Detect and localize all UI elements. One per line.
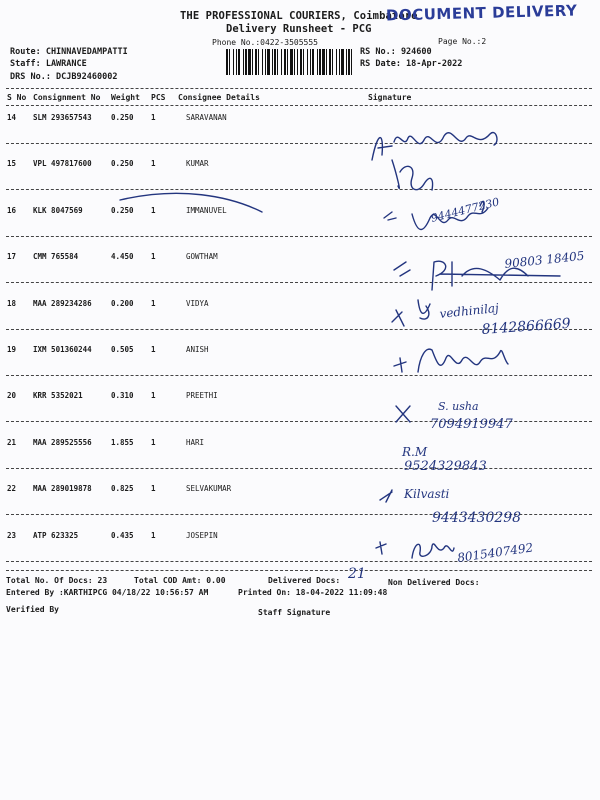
staff: Staff: LAWRANCE [10, 59, 87, 69]
rs-date: RS Date: 18-Apr-2022 [360, 59, 463, 69]
handwriting-row-20-phone: 7094919947 [430, 417, 513, 432]
signature-row-15 [392, 160, 433, 190]
page-number: Page No.:2 [438, 37, 487, 46]
staff-signature: Staff Signature [258, 608, 331, 617]
total-cod: Total COD Amt: 0.00 [134, 576, 226, 585]
col-signature: Signature [368, 93, 412, 102]
row-weight: 1.855 [111, 438, 134, 447]
row-consignee: ANISH [186, 345, 209, 354]
row-consignee: HARI [186, 438, 205, 447]
handwriting-row-17: 90803 18405 [503, 248, 586, 271]
row-sno: 15 [7, 159, 17, 168]
row-weight: 0.825 [111, 484, 134, 493]
signature-row-16-stroke [120, 193, 262, 212]
row-sno: 22 [7, 484, 17, 493]
col-consignee: Consignee Details [178, 93, 260, 102]
row-consignment-no: KRR 5352021 [33, 391, 83, 400]
row-weight: 0.200 [111, 299, 134, 308]
row-pcs: 1 [151, 438, 156, 447]
total-docs: Total No. Of Docs: 23 [6, 576, 108, 585]
row-consignment-no: CMM 765584 [33, 252, 79, 261]
signature-row-20 [396, 406, 410, 422]
printed-on: Printed On: 18-04-2022 11:09:48 [238, 588, 388, 597]
row-consignment-no: KLK 8047569 [33, 206, 83, 215]
company-title: THE PROFESSIONAL COURIERS, Coimbatore [180, 10, 418, 22]
handwriting-row-21-name: R.M [402, 445, 428, 459]
row-pcs: 1 [151, 531, 156, 540]
col-pcs: PCS [151, 93, 166, 102]
row-consignee: SELVAKUMAR [186, 484, 232, 493]
footer-rule [6, 570, 592, 571]
handwriting-row-22-name: Kilvasti [404, 487, 450, 501]
row-pcs: 1 [151, 345, 156, 354]
row-consignment-no: MAA 289234286 [33, 299, 92, 308]
row-consignee: JOSEPIN [186, 531, 218, 540]
row-weight: 0.250 [111, 159, 134, 168]
document-delivery-stamp: DOCUMENT DELIVERY [385, 1, 578, 25]
signature-row-22 [380, 490, 392, 502]
route: Route: CHINNAVEDAMPATTI [10, 47, 128, 57]
row-sno: 23 [7, 531, 17, 540]
row-sno: 14 [7, 113, 17, 122]
row-weight: 0.250 [111, 206, 134, 215]
handwriting-row-22-phone: 9443430298 [432, 510, 522, 526]
row-pcs: 1 [151, 299, 156, 308]
row-consignee: PREETHI [186, 391, 218, 400]
row-pcs: 1 [151, 484, 156, 493]
non-delivered-docs: Non Delivered Docs: [388, 578, 480, 587]
row-sno: 19 [7, 345, 17, 354]
row-consignee: SARAVANAN [186, 113, 227, 122]
row-pcs: 1 [151, 252, 156, 261]
row-sno: 21 [7, 438, 17, 447]
drs-number: DRS No.: DCJB92460002 [10, 72, 118, 82]
row-consignee: GOWTHAM [186, 252, 218, 261]
rs-number: RS No.: 924600 [360, 47, 432, 57]
handwriting-row-18-name: vedhinilaj [438, 300, 500, 321]
handwriting-row-16: 9444477230 [429, 195, 501, 225]
row-weight: 0.310 [111, 391, 134, 400]
row-consignee: KUMAR [186, 159, 209, 168]
row-pcs: 1 [151, 113, 156, 122]
row-sno: 17 [7, 252, 17, 261]
phone-number: Phone No.:0422-3505555 [212, 38, 318, 47]
col-consignment: Consignment No [33, 93, 101, 102]
row-consignee: IMMANUVEL [186, 206, 227, 215]
row-sno: 20 [7, 391, 17, 400]
row-weight: 4.450 [111, 252, 134, 261]
signature-row-23 [376, 542, 454, 558]
delivered-count-handwritten: 21 [348, 566, 366, 582]
row-sno: 18 [7, 299, 17, 308]
col-weight: Weight [111, 93, 140, 102]
signature-row-14 [372, 133, 497, 160]
row-weight: 0.505 [111, 345, 134, 354]
runsheet-title: Delivery Runsheet - PCG [226, 23, 372, 35]
handwriting-row-18: 8142866669 [481, 315, 572, 338]
row-consignment-no: SLM 293657543 [33, 113, 92, 122]
row-pcs: 1 [151, 159, 156, 168]
row-consignment-no: ATP 623325 [33, 531, 79, 540]
row-sno: 16 [7, 206, 17, 215]
row-weight: 0.250 [111, 113, 134, 122]
row-consignment-no: MAA 289525556 [33, 438, 92, 447]
row-consignment-no: IXM 501360244 [33, 345, 92, 354]
row-consignee: VIDYA [186, 299, 209, 308]
handwriting-row-20-name: S. usha [438, 400, 479, 413]
entered-by: Entered By :KARTHIPCG 04/18/22 10:56:57 AM [6, 588, 209, 597]
col-sno: S No [7, 93, 27, 102]
verified-by: Verified By [6, 605, 59, 614]
row-consignment-no: VPL 497817600 [33, 159, 92, 168]
row-pcs: 1 [151, 391, 156, 400]
delivered-docs: Delivered Docs: [268, 576, 341, 585]
row-pcs: 1 [151, 206, 156, 215]
row-consignment-no: MAA 289019878 [33, 484, 92, 493]
row-weight: 0.435 [111, 531, 134, 540]
handwriting-row-23-phone: 8015407492 [456, 540, 535, 565]
signature-row-18 [392, 300, 430, 326]
signature-row-19 [394, 349, 508, 372]
handwriting-row-21-phone: 9524329843 [404, 459, 487, 474]
